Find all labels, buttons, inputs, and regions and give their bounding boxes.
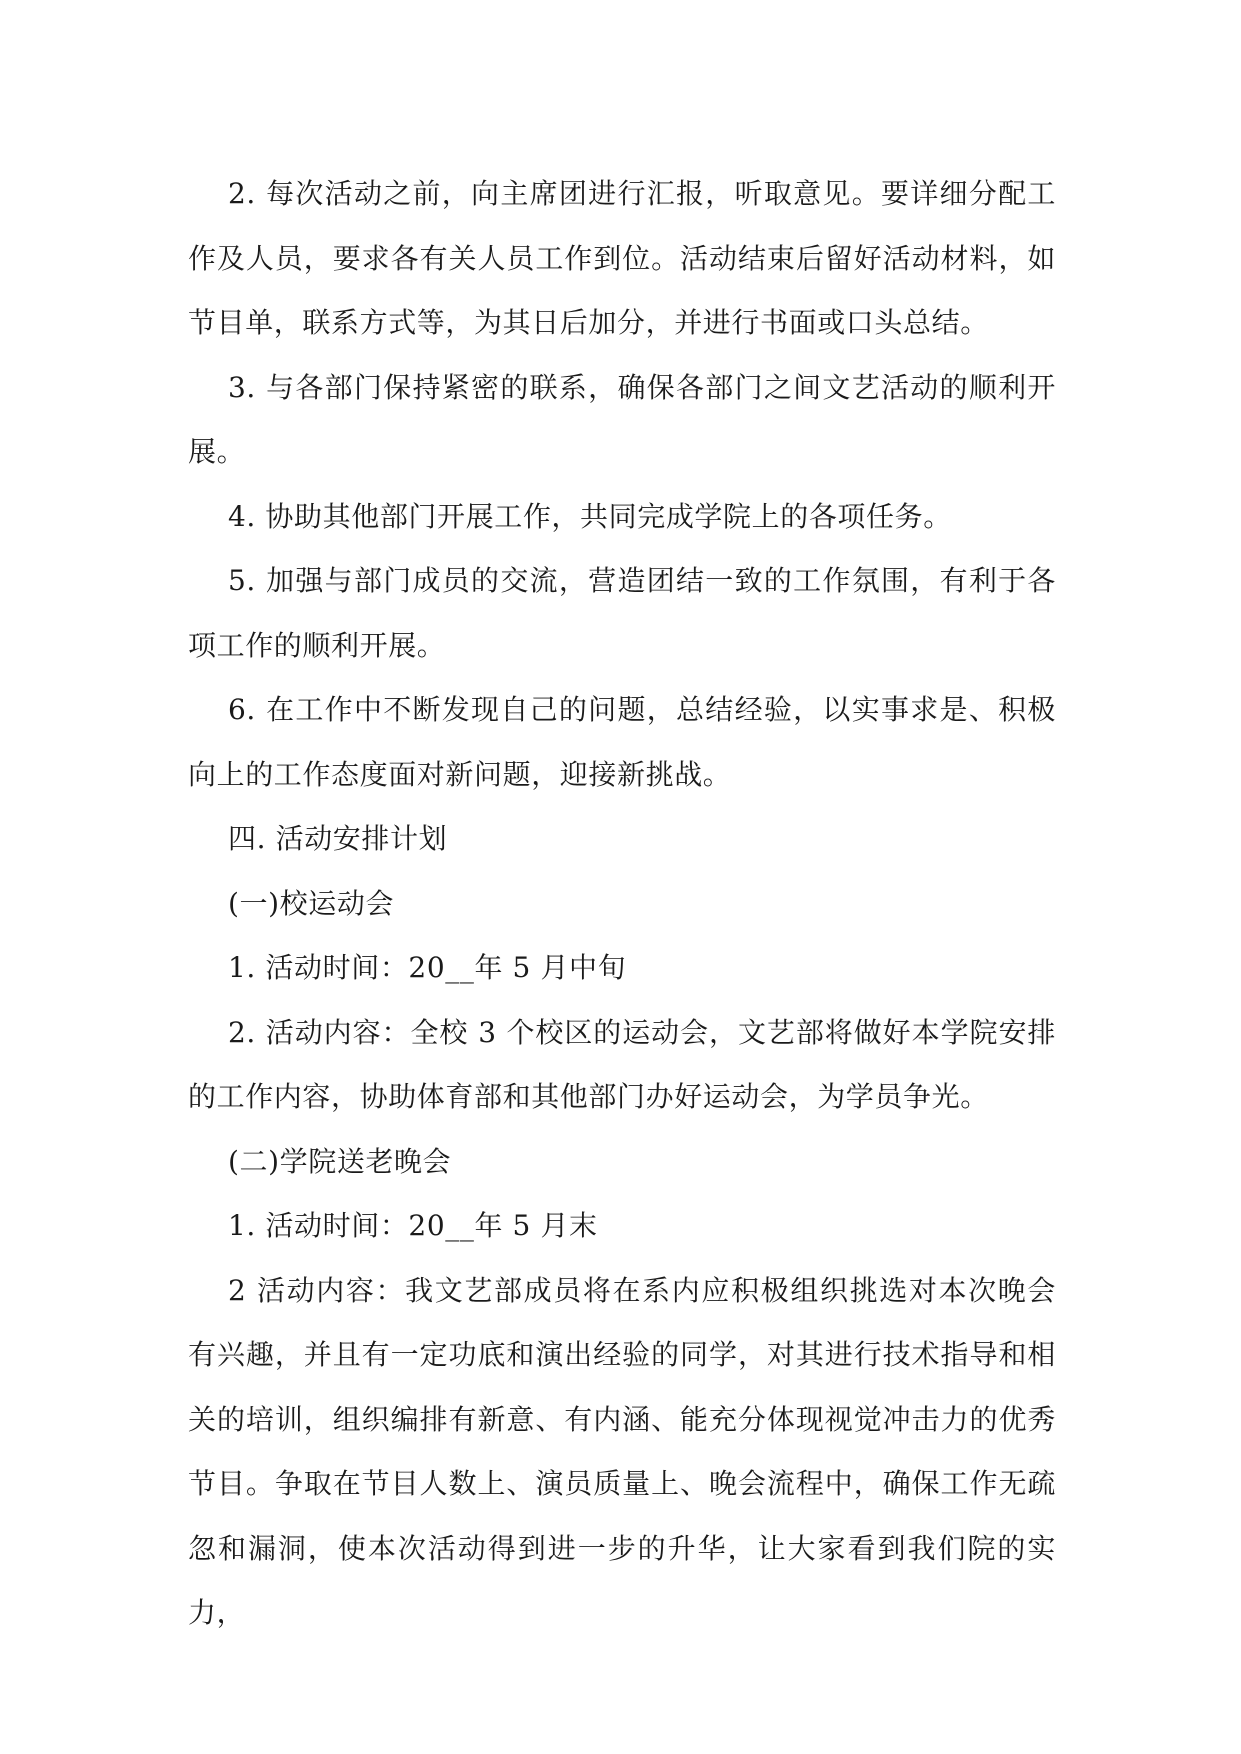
subsection-heading-sports-meet: (一)校运动会 (228, 886, 395, 920)
paragraph-item-3: 3. 与各部门保持紧密的联系，确保各部门之间文艺活动的顺利开展。 (188, 370, 1056, 468)
farewell-party-content: 2 活动内容：我文艺部成员将在系内应积极组织挑选对本次晚会有兴趣，并且有一定功底和演出经验的同学，对其进行技术指导和相关的培训，组织编排有新意、有内涵、能充分体现视觉冲击力的优秀节目。争取在节目人数上、演员质量上、晚会流程中，确保工作无疏忽和漏洞，使本次活动得到进一步的升华，让大家看到我们院的实力， (188, 1273, 1056, 1629)
paragraph-item-6: 6. 在工作中不断发现自己的问题，总结经验，以实事求是、积极向上的工作态度面对新问题，迎接新挑战。 (188, 693, 1056, 791)
farewell-party-time: 1. 活动时间：20__年 5 月末 (228, 1209, 598, 1242)
paragraph-item-5: 5. 加强与部门成员的交流，营造团结一致的工作氛围，有利于各项工作的顺利开展。 (188, 564, 1056, 662)
sports-meet-time: 1. 活动时间：20__年 5 月中旬 (228, 951, 627, 984)
paragraph-item-2: 2. 每次活动之前，向主席团进行汇报，听取意见。要详细分配工作及人员，要求各有关人员工作到位。活动结束后留好活动材料，如节目单，联系方式等，为其日后加分，并进行书面或口头总结。 (188, 177, 1056, 339)
document-body (188, 162, 1056, 1646)
paragraph-item-4: 4. 协助其他部门开展工作，共同完成学院上的各项任务。 (228, 499, 952, 533)
section-heading-activity-plan: 四. 活动安排计划 (228, 822, 448, 855)
sports-meet-content: 2. 活动内容：全校 3 个校区的运动会，文艺部将做好本学院安排的工作内容，协助体育部和其他部门办好运动会，为学员争光。 (188, 1015, 1056, 1113)
subsection-heading-farewell-party: (二)学院送老晚会 (228, 1144, 452, 1178)
